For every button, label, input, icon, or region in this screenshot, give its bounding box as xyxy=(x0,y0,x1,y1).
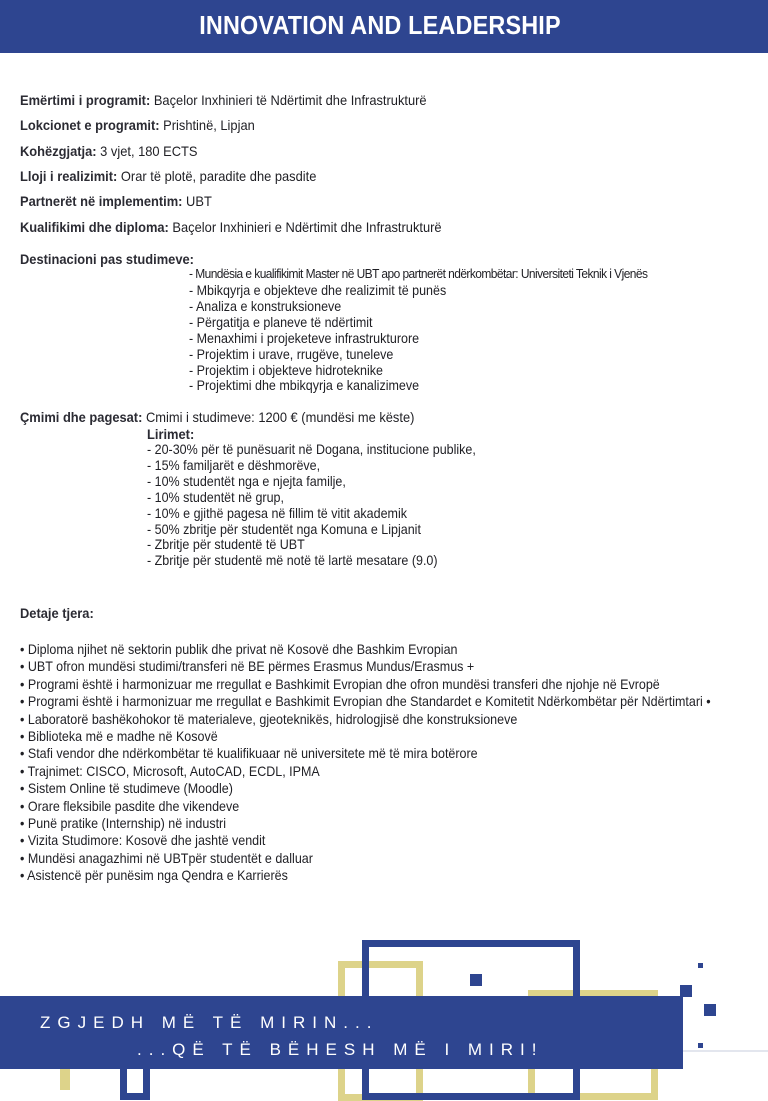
list-item: • Laboratorë bashëkohokor të materialeve, gjeoteknikës, hidrologjisë dhe konstruksioneve xyxy=(20,711,711,728)
program-qualification-label: Kualifikimi dhe diploma: xyxy=(20,219,169,235)
decorative-square xyxy=(680,985,692,997)
program-mode-label: Lloji i realizimit: xyxy=(20,168,118,184)
discounts-heading: Lirimet: xyxy=(147,426,195,442)
program-name-label: Emërtimi i programit: xyxy=(20,92,151,108)
list-item: - Mbikqyrja e objekteve dhe realizimit të punës xyxy=(189,283,447,298)
slogan-line-1: ZGJEDH MË TË MIRIN... xyxy=(40,1013,379,1032)
list-item: - Zbritje për studentë të UBT xyxy=(147,537,305,553)
list-item: • Programi është i harmonizuar me rregullat e Bashkimit Evropian dhe ofron mundësi transferi dhe njohje në Evropë xyxy=(20,676,711,693)
destinations-list xyxy=(189,283,469,394)
list-item: - 10% e gjithë pagesa në fillim të vitit akademik xyxy=(147,505,407,521)
discounts-list xyxy=(147,442,504,569)
list-item: - Analiza e konstruksioneve xyxy=(189,298,342,314)
program-qualification-row xyxy=(20,219,442,235)
list-item: - Projektim i urave, rrugëve, tuneleve xyxy=(189,346,394,362)
header-banner xyxy=(0,0,768,53)
pricing-row xyxy=(20,409,414,425)
details-heading: Detaje tjera: xyxy=(20,605,94,621)
list-item: - 20-30% për të punësuarit në Dogana, institucione publike, xyxy=(147,442,476,457)
list-item: - 10% studentët në grup, xyxy=(147,489,284,505)
list-item: • Biblioteka më e madhe në Kosovë xyxy=(20,728,711,745)
list-item: • Orare fleksibile pasdite dhe vikendeve xyxy=(20,798,711,815)
program-duration-row xyxy=(20,143,198,159)
list-item: • Trajnimet: CISCO, Microsoft, AutoCAD, ECDL, IPMA xyxy=(20,763,711,780)
details-list xyxy=(20,641,768,885)
program-partners-label: Partnerët në implementim: xyxy=(20,193,183,209)
program-mode-row xyxy=(20,168,316,184)
program-location-row xyxy=(20,117,255,133)
list-item: - Zbritje për studentë më notë të lartë mesatare (9.0) xyxy=(147,553,438,569)
pricing-label: Çmimi dhe pagesat: xyxy=(20,409,143,425)
divider xyxy=(683,1050,768,1052)
list-item: • Stafi vendor dhe ndërkombëtar të kualifikuaar në universitete më të mira botërore xyxy=(20,745,711,762)
list-item: • Asistencë për punësim nga Qendra e Karrierës xyxy=(20,867,711,884)
decorative-square xyxy=(470,974,482,986)
list-item: • Programi është i harmonizuar me rregullat e Bashkimit Evropian dhe Standardet e Komitetit Ndërkombëtar për Ndërtimtari • xyxy=(20,693,711,710)
list-item: • Sistem Online të studimeve (Moodle) xyxy=(20,780,711,797)
page-title: INNOVATION AND LEADERSHIP xyxy=(199,10,561,40)
decorative-square xyxy=(698,1043,703,1048)
decorative-square xyxy=(698,963,703,968)
list-item: • UBT ofron mundësi studimi/transferi në BE përmes Erasmus Mundus/Erasmus + xyxy=(20,658,711,675)
destination-master-item: - Mundësia e kualifikimit Master në UBT apo partnerët ndërkombëtar: Universiteti Teknik i Vjenës xyxy=(189,266,648,281)
program-duration-label: Kohëzgjatja: xyxy=(20,143,97,159)
list-item: - Përgatitja e planeve të ndërtimit xyxy=(189,314,373,330)
list-item: - Projektimi dhe mbikqyrja e kanalizimeve xyxy=(189,378,420,394)
program-location-value: Prishtinë, Lipjan xyxy=(159,117,255,133)
list-item: - Menaxhimi i projeketeve infrastrukturore xyxy=(189,330,420,346)
program-partners-row xyxy=(20,193,212,209)
list-item: - 10% studentët nga e njejta familje, xyxy=(147,473,346,489)
slogan-line-2: ...QË TË BËHESH MË I MIRI! xyxy=(137,1040,544,1059)
program-partners-value: UBT xyxy=(182,193,212,209)
pricing-value: Cmimi i studimeve: 1200 € (mundësi me këste) xyxy=(142,409,415,425)
list-item: • Punë pratike (Internship) në industri xyxy=(20,815,711,832)
program-qualification-value: Baçelor Inxhinieri e Ndërtimit dhe Infrastrukturë xyxy=(168,219,442,235)
program-name-row xyxy=(20,92,427,108)
destinations-heading: Destinacioni pas studimeve: xyxy=(20,251,194,267)
program-name-value: Baçelor Inxhinieri të Ndërtimit dhe Infrastrukturë xyxy=(150,92,427,108)
list-item: - 50% zbritje për studentët nga Komuna e Lipjanit xyxy=(147,521,421,537)
program-mode-value: Orar të plotë, paradite dhe pasdite xyxy=(117,168,317,184)
list-item: • Mundësi anagazhimi në UBTpër studentët e dalluar xyxy=(20,850,711,867)
list-item: • Diploma njihet në sektorin publik dhe privat në Kosovë dhe Bashkim Evropian xyxy=(20,641,711,658)
program-location-label: Lokcionet e programit: xyxy=(20,117,160,133)
program-duration-value: 3 vjet, 180 ECTS xyxy=(96,143,198,159)
list-item: - 15% familjarët e dëshmorëve, xyxy=(147,457,321,473)
list-item: • Vizita Studimore: Kosovë dhe jashtë vendit xyxy=(20,832,711,849)
decorative-square xyxy=(704,1004,716,1016)
list-item: - Projektim i objekteve hidroteknike xyxy=(189,362,383,378)
